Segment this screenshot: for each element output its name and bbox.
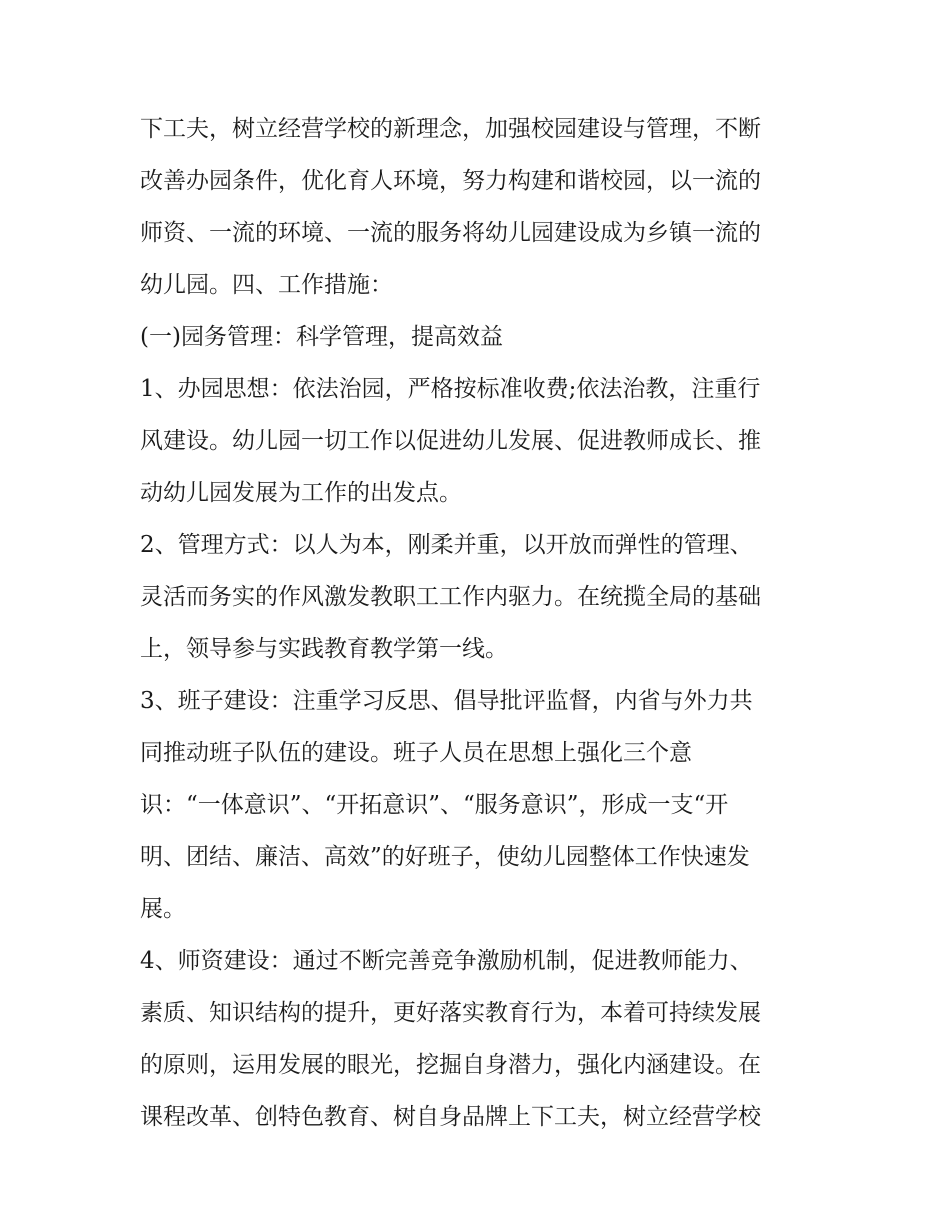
text-line: 3、班子建设：注重学习反思、倡导批评监督，内省与外力共	[140, 688, 753, 714]
section-heading: (一)园务管理：科学管理，提高效益	[140, 324, 503, 350]
text-line: 动幼儿园发展为工作的出发点。	[140, 480, 462, 506]
text-line: 风建设。幼儿园一切工作以促进幼儿发展、促进教师成长、推	[140, 428, 761, 454]
text-line: 下工夫，树立经营学校的新理念，加强校园建设与管理，不断	[140, 116, 761, 142]
text-line: 灵活而务实的作风激发教职工工作内驱力。在统揽全局的基础	[140, 584, 761, 610]
text-line: 明、团结、廉洁、高效”的好班子，使幼儿园整体工作快速发	[140, 844, 750, 870]
text-line: 改善办园条件，优化育人环境，努力构建和谐校园，以一流的	[140, 168, 761, 194]
text-line: 2、管理方式：以人为本，刚柔并重，以开放而弹性的管理、	[140, 532, 753, 558]
text-line: 课程改革、创特色教育、树自身品牌上下工夫，树立经营学校	[140, 1104, 761, 1130]
text-line: 幼儿园。四、工作措施：	[140, 272, 393, 298]
text-line: 的原则，运用发展的眼光，挖掘自身潜力，强化内涵建设。在	[140, 1052, 761, 1078]
text-line: 上，领导参与实践教育教学第一线。	[140, 636, 508, 662]
text-line: 4、师资建设：通过不断完善竞争激励机制，促进教师能力、	[140, 948, 753, 974]
text-line: 同推动班子队伍的建设。班子人员在思想上强化三个意	[140, 740, 692, 766]
text-line: 识：“一体意识”、“开拓意识”、“服务意识”，形成一支“开	[140, 792, 729, 818]
text-line: 1、办园思想：依法治园，严格按标准收费;依法治教，注重行	[140, 376, 761, 402]
text-line: 师资、一流的环境、一流的服务将幼儿园建设成为乡镇一流的	[140, 220, 761, 246]
text-line: 展。	[140, 896, 186, 922]
text-line: 素质、知识结构的提升，更好落实教育行为，本着可持续发展	[140, 1000, 761, 1026]
